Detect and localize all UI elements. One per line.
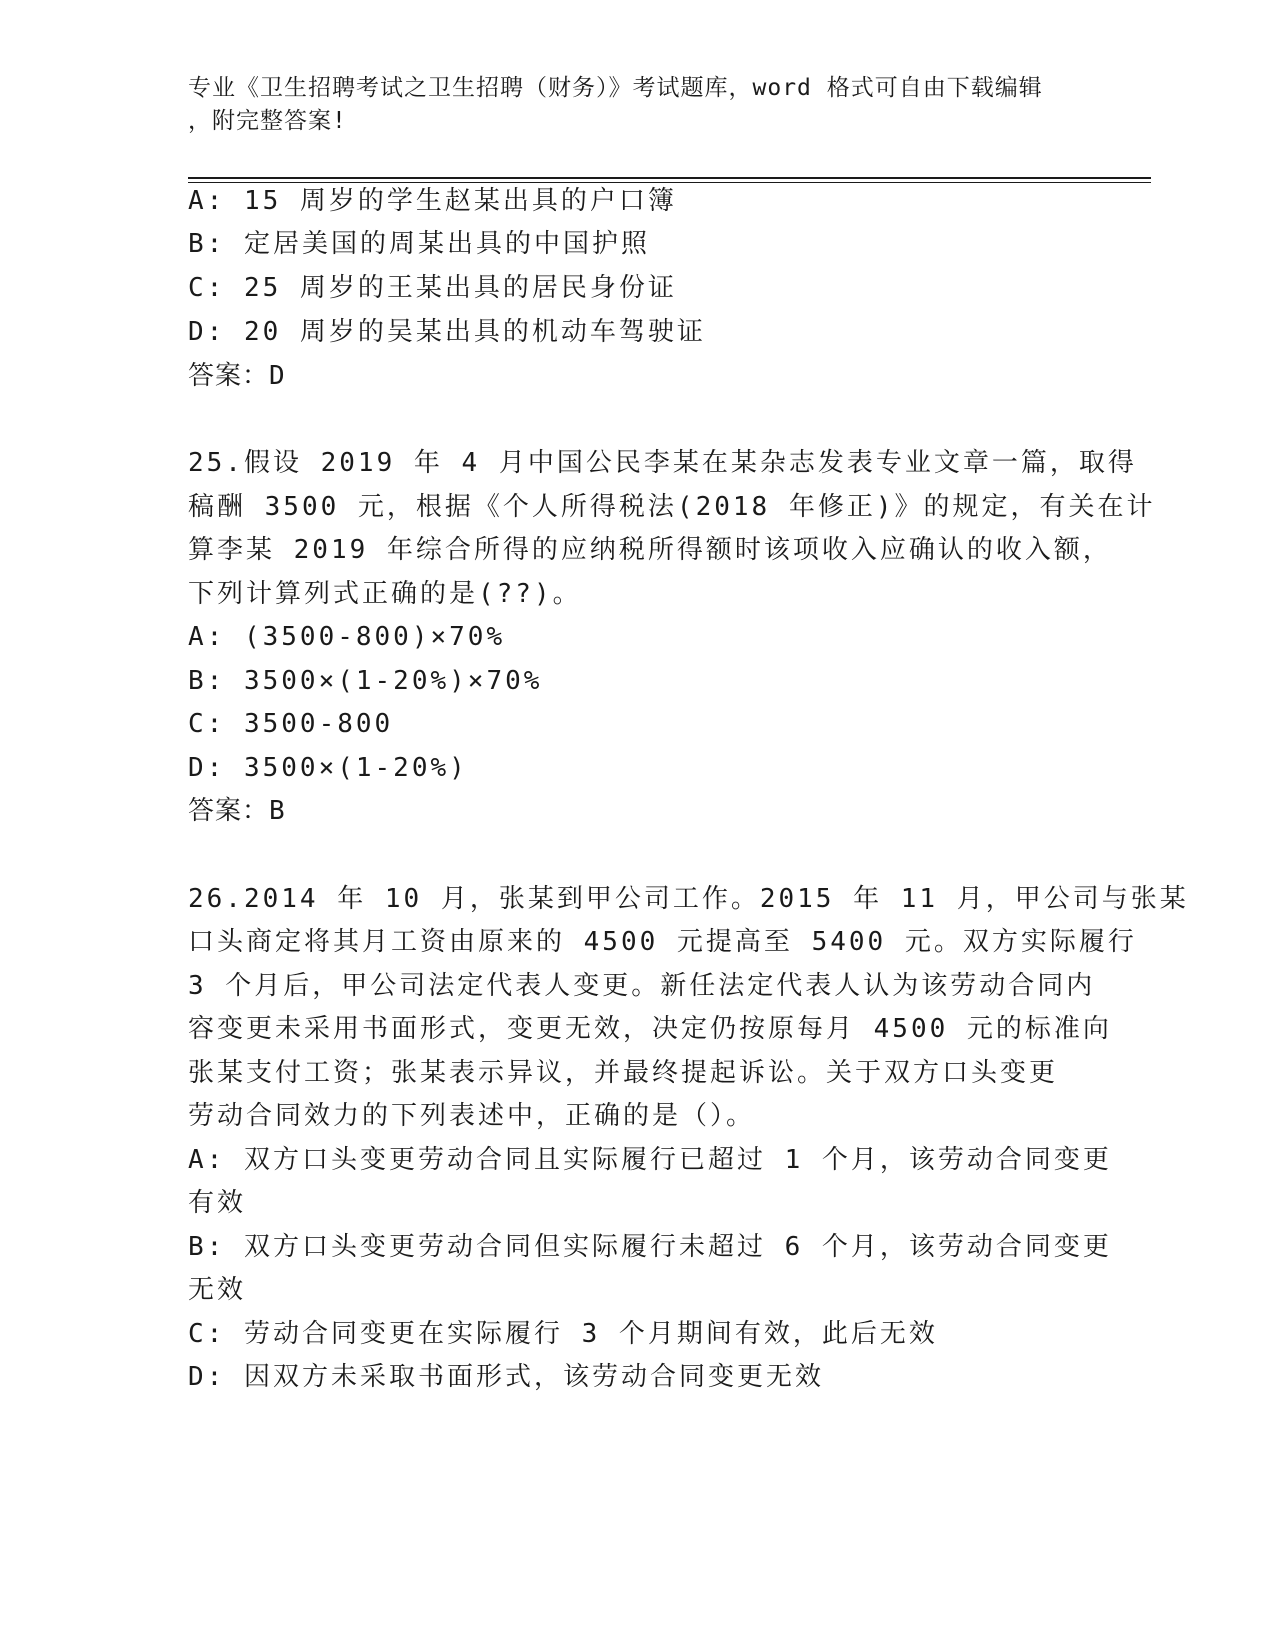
q26-option-b-cont: 无效: [188, 1275, 247, 1305]
header-divider-thin: [188, 182, 1151, 183]
q25-option-a: A: (3500-800)×70%: [188, 622, 506, 652]
q26-stem-line-6: 劳动合同效力的下列表述中，正确的是（）。: [188, 1101, 756, 1131]
q24-option-d: D: 20 周岁的吴某出具的机动车驾驶证: [188, 317, 706, 347]
q25-stem-line-3: 算李某 2019 年综合所得的应纳税所得额时该项收入应确认的收入额，: [188, 535, 1112, 565]
q25-stem-line-1: 25.假设 2019 年 4 月中国公民李某在某杂志发表专业文章一篇，取得: [188, 448, 1137, 478]
q25-stem-line-4: 下列计算列式正确的是(??)。: [188, 579, 582, 609]
q24-option-a: A: 15 周岁的学生赵某出具的户口簿: [188, 186, 677, 216]
q25-option-b: B: 3500×(1-20%)×70%: [188, 666, 543, 696]
q26-option-c: C: 劳动合同变更在实际履行 3 个月期间有效，此后无效: [188, 1319, 938, 1349]
q25-option-d: D: 3500×(1-20%): [188, 753, 468, 783]
q26-stem-line-1: 26.2014 年 10 月，张某到甲公司工作。2015 年 11 月，甲公司与张某: [188, 884, 1189, 914]
q25-stem-line-2: 稿酬 3500 元，根据《个人所得税法(2018 年修正)》的规定，有关在计: [188, 492, 1156, 522]
q25-answer: 答案：B: [188, 796, 286, 826]
q24-answer: 答案：D: [188, 361, 286, 391]
q24-option-c: C: 25 周岁的王某出具的居民身份证: [188, 273, 677, 303]
q25-option-c: C: 3500-800: [188, 709, 394, 739]
header-divider-thick: [188, 177, 1151, 179]
q26-option-a-cont: 有效: [188, 1188, 247, 1218]
q26-stem-line-5: 张某支付工资；张某表示异议，并最终提起诉讼。关于双方口头变更: [188, 1058, 1059, 1088]
q26-stem-line-2: 口头商定将其月工资由原来的 4500 元提高至 5400 元。双方实际履行: [188, 927, 1137, 957]
q26-stem-line-3: 3 个月后，甲公司法定代表人变更。新任法定代表人认为该劳动合同内: [188, 971, 1096, 1001]
header-line-2: ，附完整答案!: [188, 108, 347, 134]
q26-option-b: B: 双方口头变更劳动合同但实际履行未超过 6 个月，该劳动合同变更: [188, 1232, 1112, 1262]
document-header: [188, 72, 1068, 138]
q24-option-b: B: 定居美国的周某出具的中国护照: [188, 229, 650, 259]
q26-option-a: A: 双方口头变更劳动合同且实际履行已超过 1 个月，该劳动合同变更: [188, 1145, 1112, 1175]
q26-option-d: D: 因双方未采取书面形式，该劳动合同变更无效: [188, 1362, 824, 1392]
q26-stem-line-4: 容变更未采用书面形式，变更无效，决定仍按原每月 4500 元的标准向: [188, 1014, 1112, 1044]
header-line-1: 专业《卫生招聘考试之卫生招聘（财务）》考试题库，word 格式可自由下载编辑: [188, 75, 1043, 101]
